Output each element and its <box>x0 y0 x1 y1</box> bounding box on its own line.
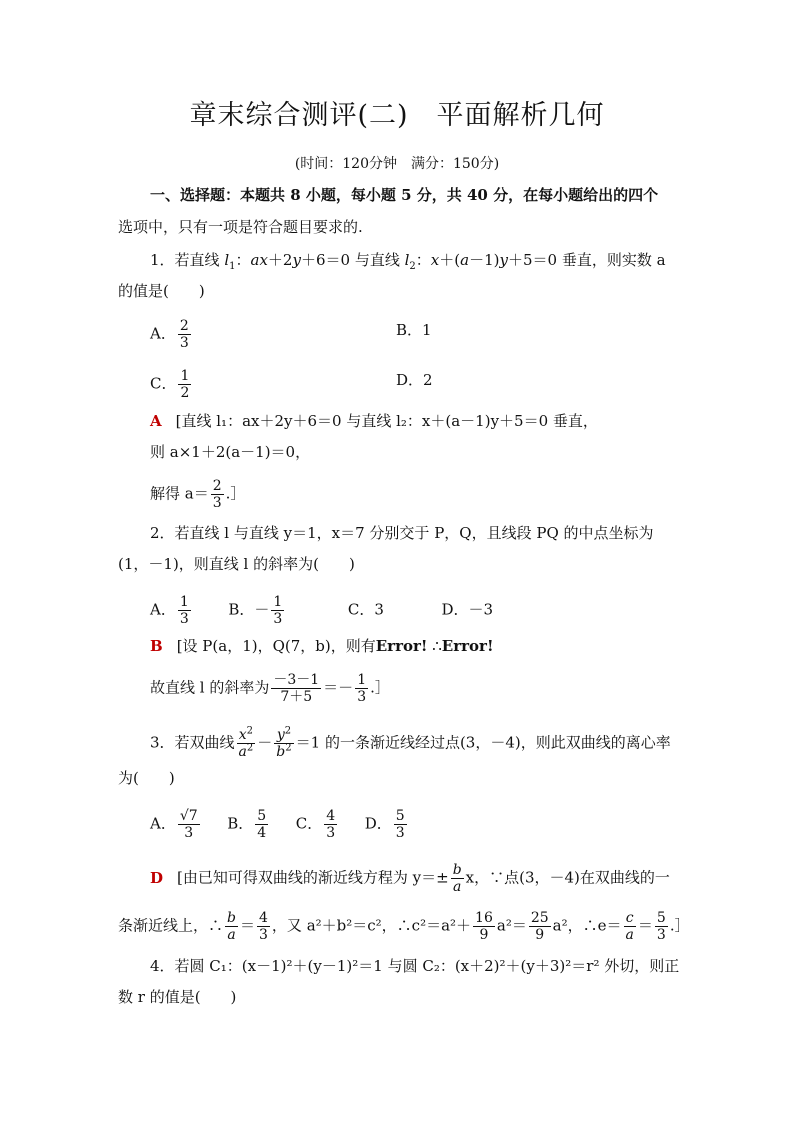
q3-stem-cont: 为( ) <box>118 769 175 787</box>
q3-solution-text1b: x，∵点(3，－4)在双曲线的一 <box>465 868 670 887</box>
q2-solution-frac2: $\frac{1}{3}$ <box>357 672 367 705</box>
q2-stem-line2: (1，－1)，则直线 l 的斜率为( ) <box>118 555 355 573</box>
q2-error-2: Error! <box>441 637 494 655</box>
q2-option-b-frac: $\frac{1}{3}$ <box>273 594 283 627</box>
q1-solution-line2: 则 a×1＋2(a－1)＝0， <box>150 443 311 461</box>
q1-option-a <box>150 318 193 351</box>
q3-stem-a: 3．若双曲线 <box>150 733 235 752</box>
q1-option-a-label: A． <box>150 324 176 343</box>
q3-options <box>150 808 409 841</box>
q2-option-c: C．3 <box>347 600 384 619</box>
q3-solution-text2c: a²＝ <box>496 916 527 935</box>
section-heading-text: 一、选择题：本题共 8 小题，每小题 5 分，共 40 分，在每小题给出的四个 <box>150 186 659 204</box>
q1-solution-text3b: .］ <box>225 484 246 503</box>
q3-option-c-label: C． <box>295 814 323 833</box>
q1-solution-text1: [直线 l₁：ax＋2y＋6＝0 与直线 l₂：x＋(a－1)y＋5＝0 垂直， <box>175 412 598 430</box>
q3-option-b-frac: $\frac{5}{4}$ <box>257 808 267 841</box>
section-heading-line2: 选项中，只有一项是符合题目要求的. <box>118 218 363 236</box>
q2-solution-line2 <box>150 672 390 705</box>
page-title: 章末综合测评(二) 平面解析几何 <box>189 100 605 131</box>
q2-error-1: Error! <box>375 637 428 655</box>
q3-option-b-label: B． <box>227 814 254 833</box>
q3-option-a-frac: $\frac{√7}{3}$ <box>179 808 198 841</box>
q2-solution-text1: [设 P(a，1)，Q(7，b)，则有 <box>176 637 376 655</box>
q1-stem-c: 垂直，则实数 a <box>561 251 666 269</box>
q1-solution-line3 <box>150 478 245 511</box>
q3-solution-text2e: .］ <box>669 916 690 935</box>
section-heading-line1 <box>150 185 658 205</box>
q2-option-b-label: B．－ <box>228 600 270 619</box>
q2-option-a-label: A． <box>150 600 176 619</box>
q1-option-d: D．2 <box>396 371 433 389</box>
q2-option-d: D．－3 <box>441 600 494 619</box>
q3-solution-text2d: a²，∴e＝ <box>552 916 622 935</box>
q2-solution-text2a: 故直线 l 的斜率为 <box>150 678 270 697</box>
q3-solution-frac-ba: $\frac{b}{a}$ <box>452 862 462 895</box>
page-subtitle: (时间：120分钟 满分：150分) <box>294 156 500 172</box>
q1-option-c-label: C． <box>150 374 177 393</box>
q1-stem: 1．若直线 $l_1$：ax＋2y＋6＝0 与直线 $l_2$：x＋(a－1)y＋5＝0 垂直，则实数 a <box>150 251 666 272</box>
q1-option-b: B．1 <box>396 321 432 339</box>
q3-stem: 3．若双曲线 $\frac{x^2}{a^2}$ － $\frac{y^2}{b^2}$ ＝1 的一条渐近线经过点(3，－4)，则此双曲线的离心率 <box>150 725 671 760</box>
q2-stem-line1: 2．若直线 l 与直线 y＝1，x＝7 分别交于 P，Q，且线段 PQ 的中点坐标为 <box>150 524 654 542</box>
q3-solution-line1 <box>150 862 670 895</box>
q2-solution-text2c: .］ <box>370 678 390 697</box>
q2-solution-text1b: ∴ <box>427 637 442 655</box>
q1-solution-line1 <box>150 411 598 431</box>
q1-option-a-frac: $\frac{2}{3}$ <box>179 318 189 351</box>
q1-solution-frac: $\frac{2}{3}$ <box>212 478 222 511</box>
q1-solution-text3a: 解得 a＝ <box>150 484 209 503</box>
q1-option-c <box>150 368 193 401</box>
q3-option-c-frac: $\frac{4}{3}$ <box>326 808 336 841</box>
q2-solution-line1 <box>150 636 494 656</box>
q4-stem-line2: 数 r 的值是( ) <box>118 988 237 1006</box>
q3-option-d-label: D． <box>364 814 392 833</box>
q3-option-a-label: A． <box>150 814 176 833</box>
q3-answer-badge: D <box>150 868 164 887</box>
q3-solution-text2: 条渐近线上，∴ <box>118 916 224 935</box>
q4-stem-line1: 4．若圆 C₁：(x－1)²＋(y－1)²＝1 与圆 C₂：(x＋2)²＋(y＋3)²＝r² 外切，则正 <box>150 957 680 975</box>
q3-frac-x: $\frac{x^2}{a^2}$ <box>238 725 254 760</box>
q3-solution-line2: 条渐近线上，∴ $\frac{b}{a}$ ＝ $\frac{4}{3}$ ，又 a²＋b²＝c²，∴c²＝a²＋ $\frac{16}{9}$ a²＝ $\frac{25}{9}$ a²，∴e＝ $\frac{c}{a}$ ＝ $\frac{5}{3}$ .］ <box>118 910 690 943</box>
q2-option-a-frac: $\frac{1}{3}$ <box>179 594 189 627</box>
q1-answer-badge: A <box>150 412 162 430</box>
q1-stem-a: 1．若直线 <box>150 251 225 269</box>
q1-option-c-frac: $\frac{1}{2}$ <box>180 368 190 401</box>
q1-stem-cont: 的值是( ) <box>118 282 205 300</box>
q3-stem-b: ＝1 的一条渐近线经过点(3，－4)，则此双曲线的离心率 <box>295 733 671 752</box>
q2-options <box>150 594 493 627</box>
q2-answer-badge: B <box>150 637 163 655</box>
q1-stem-b: 与直线 <box>354 251 405 269</box>
q3-solution-text2b: ，又 a²＋b²＝c²，∴c²＝a²＋ <box>271 916 472 935</box>
q3-solution-text1a: [由已知可得双曲线的渐近线方程为 y＝± <box>177 868 449 887</box>
q3-option-d-frac: $\frac{5}{3}$ <box>395 808 405 841</box>
q2-solution-text2b: ＝－ <box>323 678 354 697</box>
q3-frac-y: $\frac{y^2}{b^2}$ <box>276 725 292 760</box>
q2-solution-frac1: $\frac{-3-1}{7+5}$ <box>273 672 320 705</box>
